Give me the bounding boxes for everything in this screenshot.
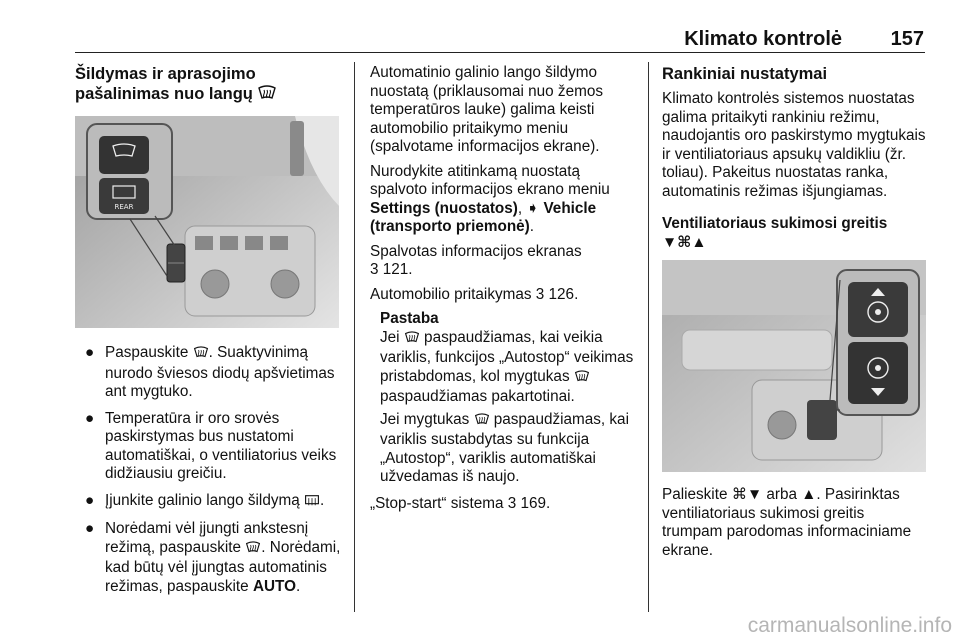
- windscreen-defrost-icon: [404, 331, 420, 350]
- bullet-text: . Suaktyvinimą nurodo šviesos diodų apšvietimas ant mygtuko.: [105, 344, 335, 400]
- windscreen-defrost-icon: [474, 413, 490, 432]
- column-divider-right: [648, 62, 649, 612]
- windscreen-defrost-icon: [193, 346, 209, 365]
- paragraph: Klimato kontrolės sistemos nuostatas galima pritaikyti rankiniu režimu, naudojantis oro paskirstymo mygtukais ir ventiliatoriaus apsukų valdikliu (žr. toliau). Pakeitus nuostatas ranka, automatinis režimas išjungiamas.: [662, 90, 926, 200]
- header-rule: [75, 52, 925, 53]
- paragraph-text: .: [529, 218, 535, 235]
- paragraph-text: ,: [517, 199, 527, 217]
- column-1: [75, 64, 343, 604]
- paragraph-text: „Stop-start“ sistema: [370, 494, 504, 512]
- instruction-list: [75, 344, 343, 596]
- bullet: ●: [85, 409, 95, 427]
- menu-path-vehicle: Vehicle (transporto priemonė): [370, 199, 597, 235]
- fan-down-symbol: ⌘▼: [731, 486, 763, 503]
- note-paragraph: [380, 411, 640, 487]
- windscreen-defrost-icon: [257, 85, 277, 106]
- paragraph-text: Automobilio pritaikymas: [370, 285, 532, 303]
- rear-button-label: REAR: [114, 203, 134, 211]
- bullet: ●: [85, 491, 95, 509]
- page-reference: 126.: [548, 285, 579, 303]
- note-title: Pastaba: [380, 310, 439, 327]
- fan-speed-symbols: ▼⌘▲: [662, 233, 707, 251]
- watermark: carmanualsonline.info: [747, 614, 952, 637]
- windscreen-defrost-icon: [574, 370, 590, 389]
- list-item: [75, 520, 343, 596]
- paragraph-text: arba: [762, 486, 802, 503]
- figure-defrost-button: [75, 116, 339, 328]
- bullet-text: . Norėdami, kad būtų vėl įjungtas automatinis režimas, paspauskite: [105, 538, 341, 595]
- page-reference-icon: 3: [535, 285, 545, 303]
- fan-up-symbol: ▲: [801, 486, 817, 503]
- note-text: paspaudžiamas, kai variklis sustabdytas su funkcija „Autostop“, variklis automatiškai užvedamas iš naujo.: [380, 410, 629, 485]
- paragraph-text: Palieskite: [662, 486, 732, 503]
- column-2: [370, 64, 640, 519]
- paragraph: Automatinio galinio lango šildymo nuostatą (priklausomai nuo žemos temperatūros lauke) galima keisti automobilio pritaikymo meniu (spalvotame informacijos ekrane).: [370, 64, 603, 155]
- windscreen-defrost-icon: [245, 541, 261, 560]
- page-reference: 121.: [382, 261, 413, 278]
- section-heading-manual: Rankiniai nustatymai: [662, 65, 828, 83]
- page-reference-icon: 3: [507, 494, 517, 512]
- paragraph-text: Nurodykite atitinkamą nuostatą spalvoto informacijos ekrano meniu: [370, 162, 610, 198]
- page-header-title: Klimato kontrolė: [684, 28, 842, 50]
- page-reference-icon: 3: [370, 261, 379, 278]
- note-paragraph: [380, 329, 640, 407]
- column-3: [662, 64, 926, 566]
- subheading-text: Ventiliatoriaus sukimosi greitis: [662, 215, 888, 232]
- bullet-text: .: [296, 577, 301, 595]
- bullet-text: Norėdami vėl įjungti ankstesnį režimą, paspauskite: [105, 520, 309, 556]
- note-text: Jei mygtukas: [380, 410, 474, 428]
- bullet-text: Temperatūra ir oro srovės paskirstymas bus nustatomi automatiškai, o ventiliatorius veiks didžiausiu greičiu.: [105, 409, 337, 482]
- note-text: paspaudžiamas pakartotinai.: [380, 388, 575, 405]
- menu-arrow-icon: ➧: [526, 199, 540, 217]
- section-heading-defrost: [75, 64, 343, 106]
- auto-label: AUTO: [252, 577, 296, 595]
- figure-fan-speed-buttons: [662, 260, 926, 472]
- list-item: [75, 492, 343, 513]
- bullet-text: .: [319, 491, 325, 509]
- paragraph: [370, 286, 640, 305]
- paragraph: [370, 163, 640, 237]
- column-divider-left: [354, 62, 355, 612]
- bullet-text: Paspauskite: [105, 344, 193, 361]
- bullet-text: Įjunkite galinio lango šildymą: [105, 491, 304, 509]
- paragraph: [370, 243, 640, 280]
- paragraph: [370, 495, 640, 514]
- paragraph: [662, 486, 926, 560]
- page-reference: 169.: [520, 494, 551, 512]
- paragraph-text: . Pasirinktas ventiliatoriaus sukimosi greitis trumpam parodomas informaciniame ekrane.: [662, 486, 912, 559]
- paragraph-text: Spalvotas informacijos ekranas: [370, 242, 582, 260]
- note-box: [370, 310, 640, 487]
- bullet: ●: [85, 520, 95, 537]
- note-text: paspaudžiamas, kai veikia variklis, funkcijos „Autostop“ veikimas pristabdomas, kol mygtukas: [380, 328, 634, 385]
- section-heading-text: Šildymas ir aprasojimo pašalinimas nuo langų: [75, 65, 256, 103]
- rear-window-heater-icon: [304, 494, 320, 513]
- list-item: [75, 344, 343, 402]
- subheading-fan-speed: [662, 215, 926, 252]
- note-text: Jei: [380, 328, 404, 346]
- bullet: ●: [85, 344, 95, 361]
- menu-path-settings: Settings (nuostatos): [370, 199, 518, 217]
- list-item: [75, 410, 343, 484]
- page-number: 157: [890, 28, 924, 50]
